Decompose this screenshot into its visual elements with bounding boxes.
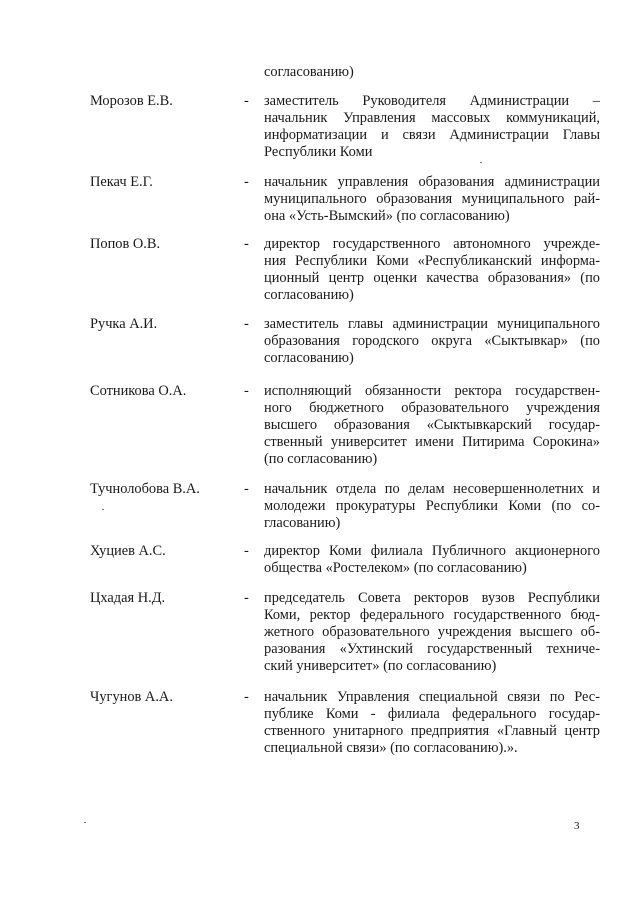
position-line: ния Республики Коми «Республиканский информа-: [264, 253, 600, 269]
position-line: гласованию): [264, 515, 341, 531]
scan-speck: [102, 509, 104, 510]
position-line: начальник отдела по делам несовершеннолетних и: [264, 481, 600, 497]
member-position: [264, 236, 600, 304]
position-line: (по согласованию): [264, 451, 378, 467]
scan-speck: [84, 822, 86, 823]
scan-speck: [480, 162, 482, 163]
dash-separator: -: [244, 236, 249, 252]
position-line: ственный университет имени Питирима Сорокина»: [264, 434, 600, 450]
position-line: публике Коми - филиала федерального государ-: [264, 706, 600, 722]
member-position: [264, 543, 600, 577]
position-line: директор Коми филиала Публичного акционерного: [264, 543, 600, 559]
position-line: молодежи прокуратуры Республики Коми (по со-: [264, 498, 600, 514]
position-line: образования городского округа «Сыктывкар» (по: [264, 333, 600, 349]
dash-separator: -: [244, 316, 249, 332]
position-line: общества «Ростелеком» (по согласованию): [264, 560, 527, 576]
dash-separator: -: [244, 481, 249, 497]
member-name: Сотникова О.А.: [90, 383, 187, 399]
position-line: директор государственного автономного учрежде-: [264, 236, 600, 252]
dash-separator: -: [244, 174, 249, 190]
member-name: Тучнолобова В.А.: [90, 481, 200, 497]
position-line: жетного образовательного учреждения высшего об-: [264, 624, 600, 640]
position-line: Республики Коми: [264, 144, 373, 160]
dash-separator: -: [244, 383, 249, 399]
dash-separator: -: [244, 590, 249, 606]
position-line: высшего образования «Сыктывкарский государ-: [264, 417, 600, 433]
member-position: [264, 316, 600, 367]
member-name: Морозов Е.В.: [90, 93, 173, 109]
member-name: Попов О.В.: [90, 236, 161, 252]
position-line: начальник Управления специальной связи по Рес-: [264, 689, 600, 705]
member-name: Ручка А.И.: [90, 316, 158, 332]
member-name: Хуциев А.С.: [90, 543, 166, 559]
position-line: согласованию): [264, 287, 354, 303]
member-position: [264, 93, 600, 161]
position-line: муниципального образования муниципального рай-: [264, 191, 600, 207]
page-number: 3: [574, 820, 580, 832]
position-line: исполняющий обязанности ректора государствен-: [264, 383, 600, 399]
position-line: разования «Ухтинский государственный техниче-: [264, 641, 600, 657]
position-line: специальной связи» (по согласованию).».: [264, 740, 518, 756]
position-line: Коми, ректор федерального государственного бюд-: [264, 607, 600, 623]
position-line: заместитель Руководителя Администрации –: [264, 93, 600, 109]
member-name: Пекач Е.Г.: [90, 174, 153, 190]
member-position: [264, 689, 600, 757]
dash-separator: -: [244, 93, 249, 109]
position-line: информатизации и связи Администрации Главы: [264, 127, 600, 143]
member-name: Цхадая Н.Д.: [90, 590, 166, 606]
member-name: Чугунов А.А.: [90, 689, 173, 705]
continuation-text: согласованию): [264, 64, 354, 80]
position-line: она «Усть-Вымский» (по согласованию): [264, 208, 510, 224]
member-position: [264, 481, 600, 532]
member-position: [264, 174, 600, 225]
position-line: ский университет» (по согласованию): [264, 658, 497, 674]
dash-separator: -: [244, 689, 249, 705]
dash-separator: -: [244, 543, 249, 559]
position-line: начальник управления образования администрации: [264, 174, 600, 190]
position-line: ного бюджетного образовательного учреждения: [264, 400, 600, 416]
position-line: ственного унитарного предприятия «Главный центр: [264, 723, 600, 739]
position-line: согласованию): [264, 350, 354, 366]
position-line: ционный центр оценки качества образования» (по: [264, 270, 600, 286]
position-line: начальник Управления массовых коммуникаций,: [264, 110, 600, 126]
position-line: заместитель главы администрации муниципального: [264, 316, 600, 332]
position-line: председатель Совета ректоров вузов Республики: [264, 590, 600, 606]
member-position: [264, 383, 600, 468]
member-position: [264, 590, 600, 675]
